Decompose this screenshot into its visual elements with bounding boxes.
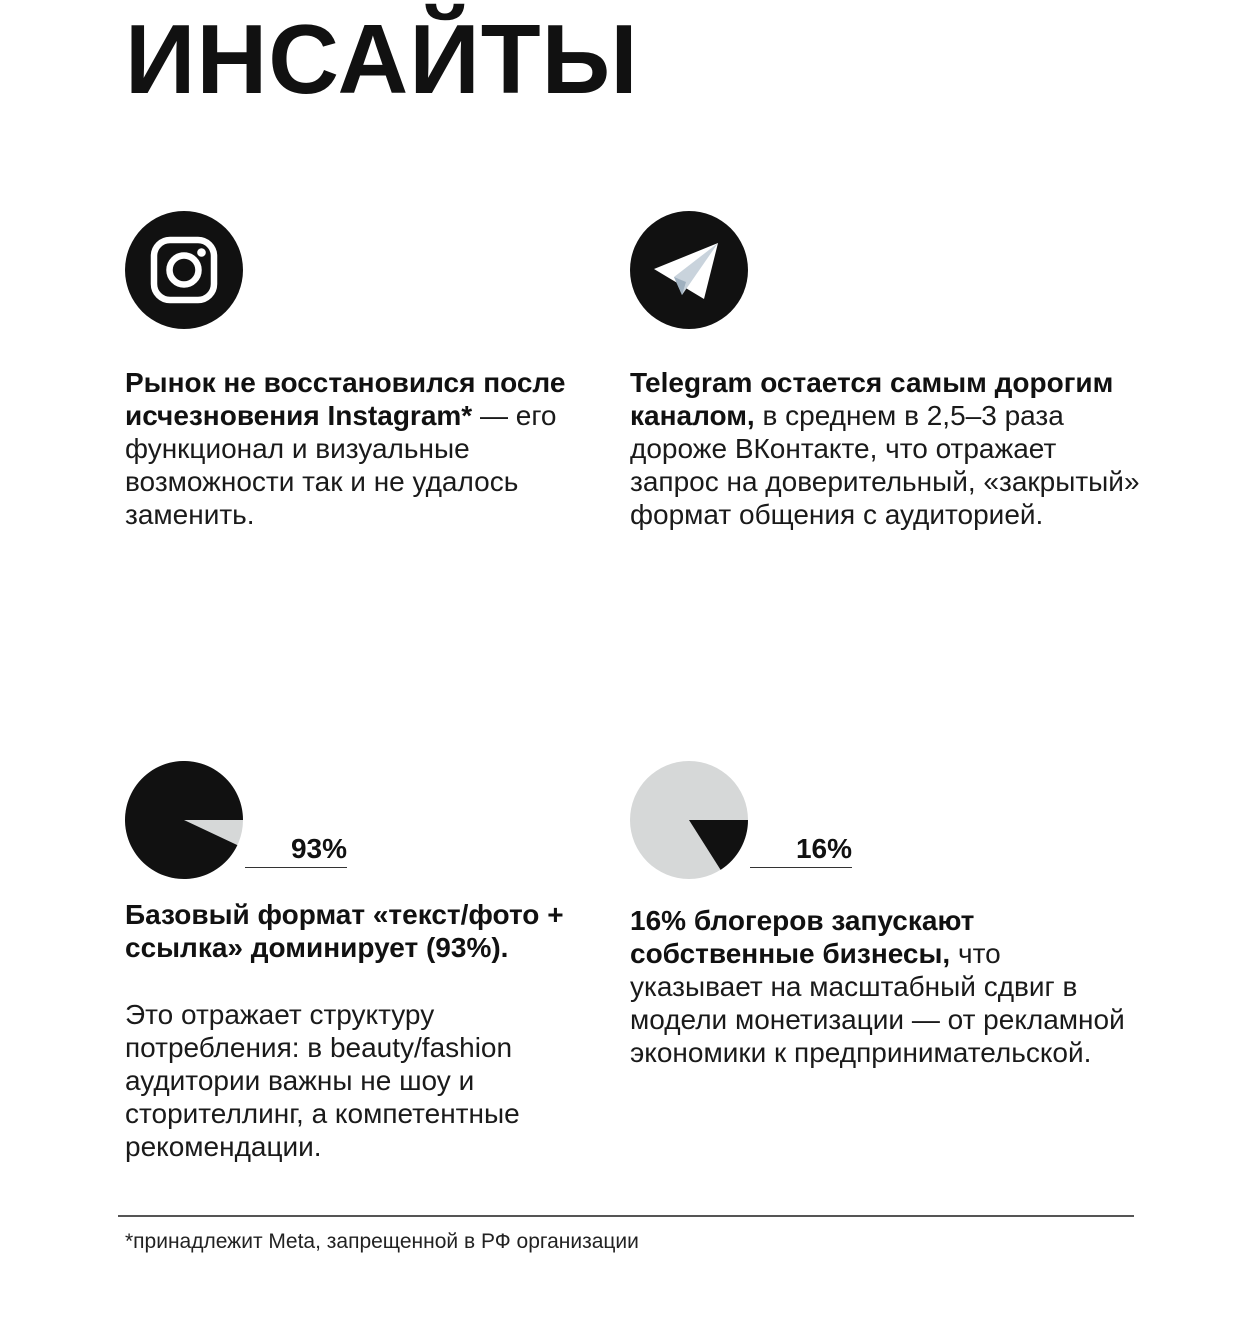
- insight-instagram-bold: Рынок не восстановился после исчезновения Instagram*: [125, 367, 566, 431]
- insight-telegram-rest: в среднем в 2,5–3 раза дороже ВКонтакте, что отражает запрос на доверительный, «закрытый» формат общения с аудиторией.: [630, 400, 1140, 530]
- pie-93-slice: [125, 761, 243, 879]
- instagram-icon: [125, 211, 243, 329]
- pie-93: [125, 761, 243, 879]
- pie-16: [630, 761, 748, 879]
- insight-business-rest: что указывает на масштабный сдвиг в модели монетизации — от рекламной экономики к предпринимательской.: [630, 938, 1125, 1068]
- insight-instagram-rest: — его функционал и визуальные возможности так и не удалось заменить.: [125, 400, 557, 530]
- insight-telegram-text: [630, 366, 1150, 531]
- telegram-icon: [630, 211, 748, 329]
- insight-business-bold: 16% блогеров запускают собственные бизнесы,: [630, 905, 975, 969]
- insight-instagram-text: [125, 366, 615, 531]
- insight-format-bold: Базовый формат «текст/фото + ссылка» доминирует (93%).: [125, 899, 564, 963]
- percent-93-label: 93%: [245, 833, 347, 868]
- insight-telegram-bold: Telegram остается самым дорогим каналом,: [630, 367, 1114, 431]
- footnote: *принадлежит Meta, запрещенной в РФ организации: [125, 1230, 639, 1253]
- page-title: ИНСАЙТЫ: [125, 4, 639, 114]
- insight-business-text: [630, 904, 1130, 1069]
- insight-format-heading: [125, 898, 615, 964]
- insight-format-text: Это отражает структуру потребления: в beauty/fashion аудитории важны не шоу и сторителлинг, а компетентные рекомендации.: [125, 999, 520, 1162]
- footer-divider: [118, 1215, 1134, 1217]
- percent-16-label: 16%: [750, 833, 852, 868]
